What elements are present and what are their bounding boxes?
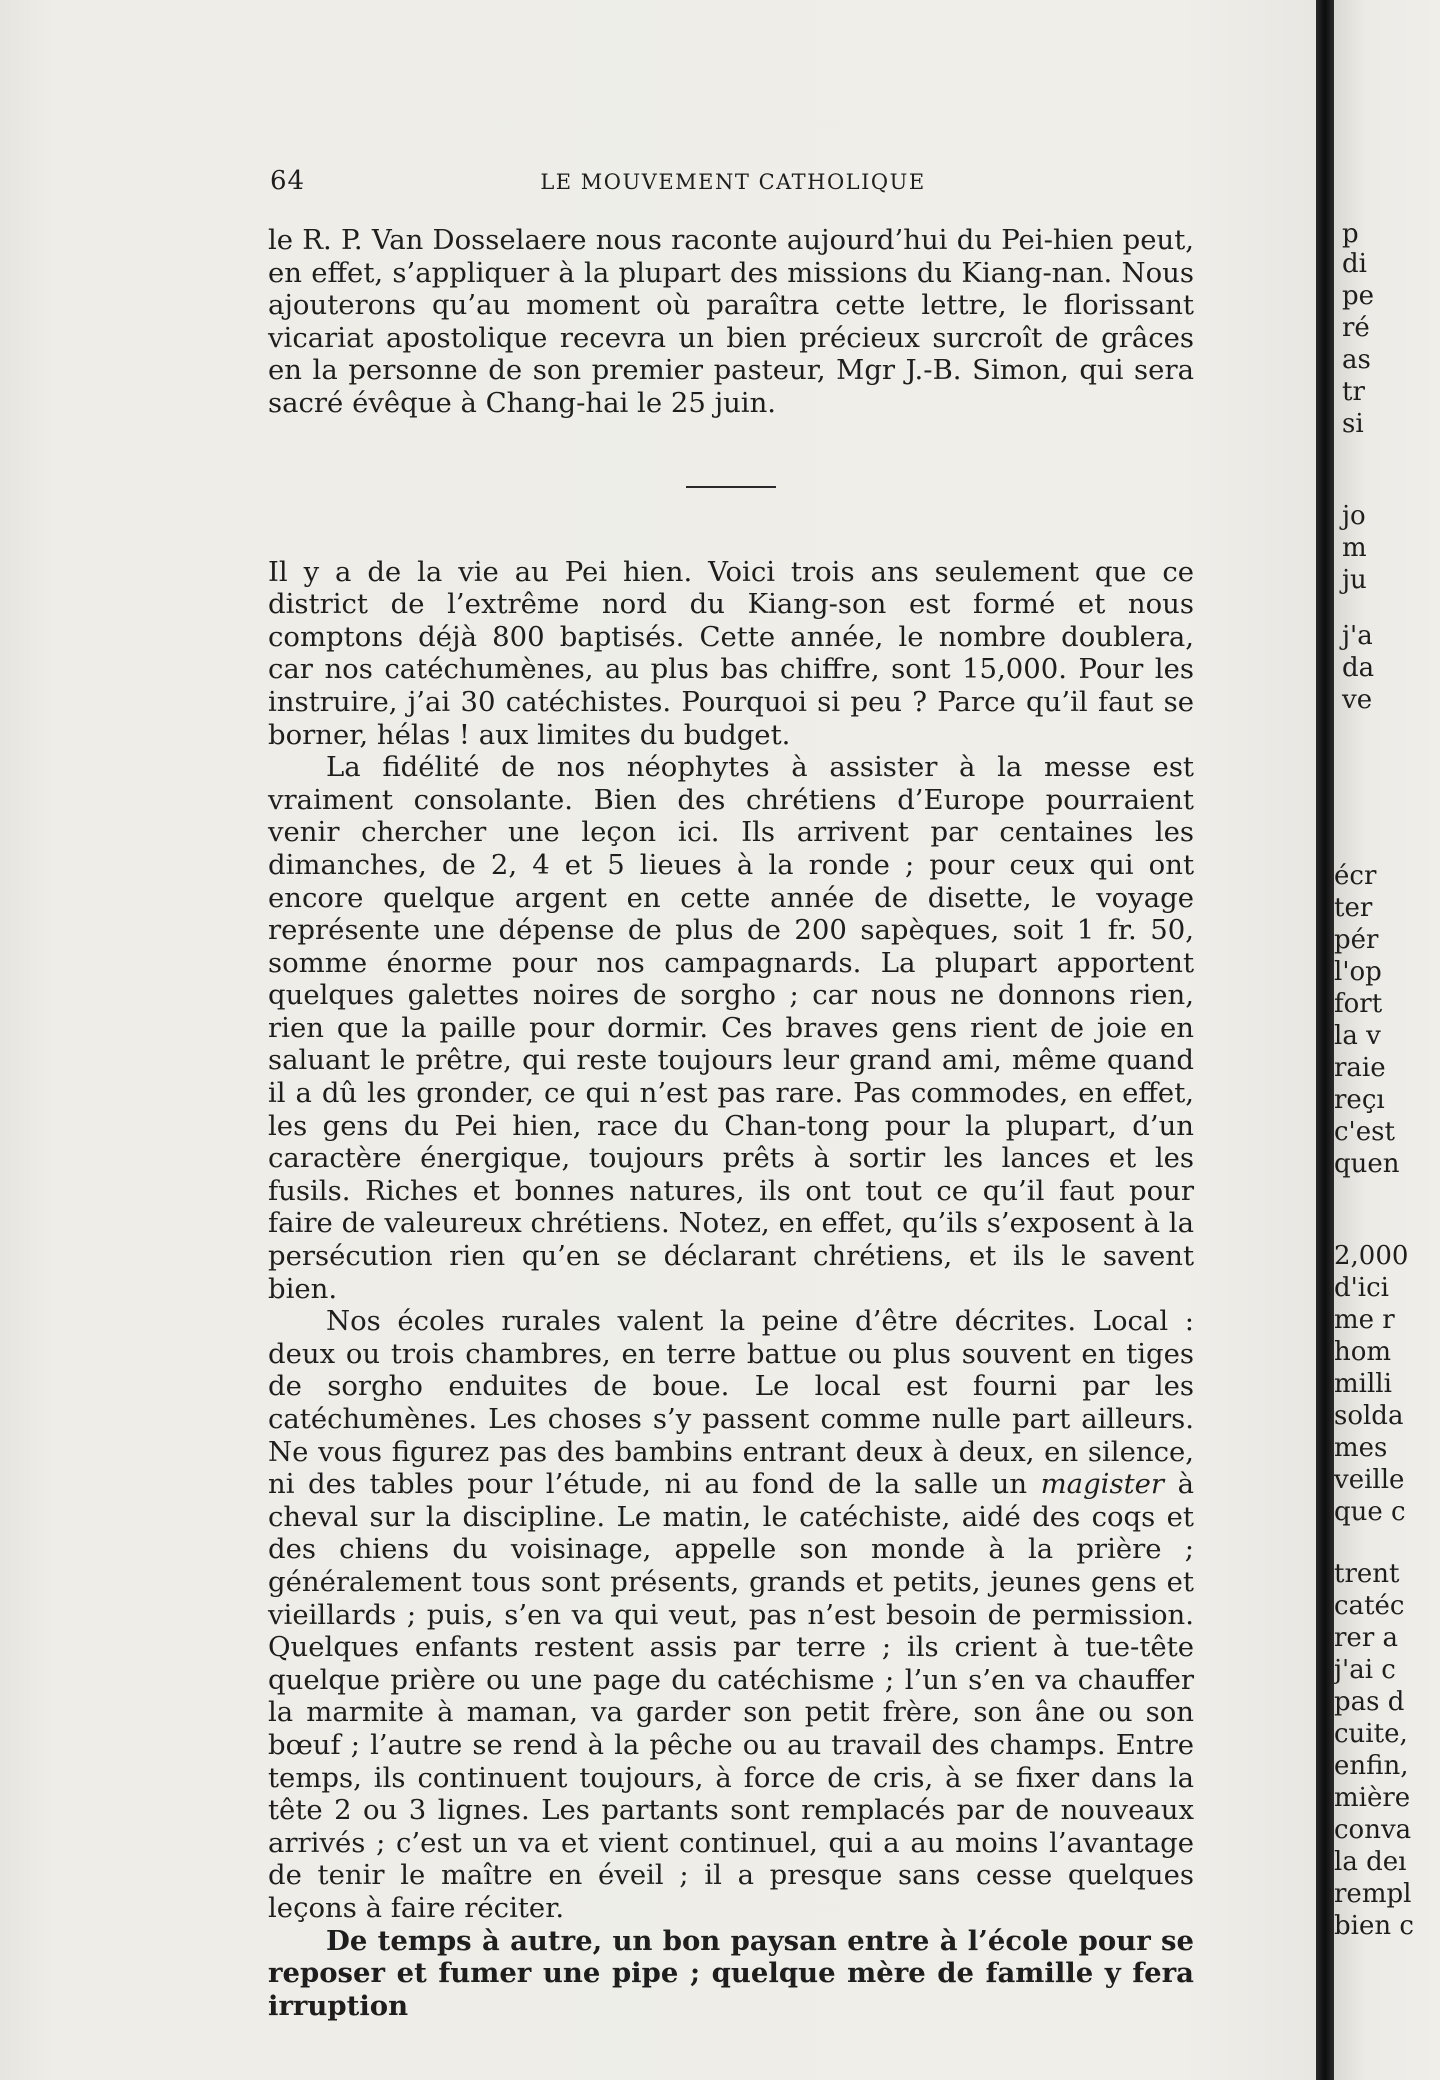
right-page-fragment: veille [1334, 1465, 1405, 1495]
right-page-fragment: si [1342, 409, 1364, 439]
right-page-fragment: p [1342, 219, 1359, 249]
right-page-fragment: ve [1342, 685, 1373, 715]
right-page-fragment: la deı [1334, 1847, 1407, 1877]
paragraph-ecoles-part-b: à cheval sur la discipline. Le matin, le catéchiste, aidé des coqs et des chiens du voisinage, appelle son monde à la prière ; généralement tous sont présents, grands et petits, jeunes gens et vieillards ; puis, s’en va qui veut, pas n’est besoin de permission. Quelques enfants restent assis par terre ; ils crient à tue-tête quelque prière ou une page du catéchisme ; l’un s’en va chauffer la marmite à maman, va garder son petit frère, son âne ou son bœuf ; l’autre se rend à la pêche ou au travail des champs. Entre temps, ils continuent toujours, à force de cris, à se fixer dans la tête 2 ou 3 lignes. Les partants sont remplacés par de nouveaux arrivés ; c’est un va et vient continuel, qui a au moins l’avantage de tenir le maître en éveil ; il a presque sans cesse quelques leçons à faire réciter. [268, 1468, 1194, 1924]
right-page-fragment: da [1342, 653, 1375, 683]
right-page-edge [1334, 0, 1440, 2080]
right-page-fragment: quen [1334, 1149, 1400, 1179]
right-page-fragment: 2,000 [1334, 1241, 1409, 1271]
right-page-fragment: m [1342, 533, 1367, 563]
right-page-fragment: reçı [1334, 1085, 1385, 1115]
right-page-fragment: fort [1334, 989, 1383, 1019]
right-page-fragment: ju [1342, 565, 1367, 595]
right-page-fragment: enfin, [1334, 1751, 1409, 1781]
paragraph-intro: le R. P. Van Dosselaere nous raconte aujourd’hui du Pei-hien peut, en effet, s’appliquer à la plupart des missions du Kiang-nan. Nous ajouterons qu’au moment où paraîtra cette lettre, le florissant vicariat apostolique recevra un bien précieux surcroît de grâces en la personne de son premier pasteur, Mgr J.-B. Simon, qui sera sacré évêque à Chang-hai le 25 juin. [268, 224, 1194, 419]
right-page-fragment: hom [1334, 1337, 1392, 1367]
right-page-fragment: me r [1334, 1305, 1395, 1335]
running-head: LE MOUVEMENT CATHOLIQUE [540, 170, 926, 194]
right-page-fragment: d'ici [1334, 1273, 1389, 1303]
right-page-fragment: c'est [1334, 1117, 1395, 1147]
right-page-fragment: écr [1334, 861, 1377, 891]
right-page-fragment: rempl [1334, 1879, 1412, 1909]
right-page-fragment: rer a [1334, 1623, 1399, 1653]
right-page-fragment: l'op [1334, 957, 1382, 987]
right-page-fragment: ter [1334, 893, 1373, 923]
right-page-fragment: jo [1342, 501, 1366, 531]
text-column [268, 224, 1194, 2022]
right-page-fragment: la v [1334, 1021, 1381, 1051]
right-page-fragment: trent [1334, 1559, 1400, 1589]
section-divider [686, 486, 776, 488]
right-page-fragment: pér [1334, 925, 1379, 955]
right-page-fragment: pas d [1334, 1687, 1405, 1717]
right-page-fragment: que c [1334, 1497, 1406, 1527]
right-page-fragment: j'a [1342, 621, 1373, 651]
right-page-fragment: raie [1334, 1053, 1386, 1083]
paragraph-paysan: De temps à autre, un bon paysan entre à l’école pour se reposer et fumer une pipe ; quelque mère de famille y fera irruption [268, 1924, 1194, 2022]
paragraph-fidelite: La fidélité de nos néophytes à assister à la messe est vraiment consolante. Bien des chrétiens d’Europe pourraient venir chercher une leçon ici. Ils arrivent par centaines les dimanches, de 2, 4 et 5 lieues à la ronde ; pour ceux qui ont encore quelque argent en cette année de disette, le voyage représente une dépense de plus de 200 sapèques, soit 1 fr. 50, somme énorme pour nos campagnards. La plupart apportent quelques galettes noires de sorgho ; car nous ne donnons rien, rien que la paille pour dormir. Ces braves gens rient de joie en saluant le prêtre, qui reste toujours leur grand ami, même quand il a dû les gronder, ce qui n’est pas rare. Pas commodes, en effet, les gens du Pei hien, race du Chan-tong pour la plupart, d’un caractère énergique, toujours prêts à sortir les lances et les fusils. Riches et bonnes natures, ils ont tout ce qu’il faut pour faire de valeureux chrétiens. Notez, en effet, qu’ils s’exposent à la persécution rien qu’en se déclarant chrétiens, et ils le savent bien. [268, 751, 1194, 1305]
right-page-fragment: conva [1334, 1815, 1412, 1845]
right-page-fragment: mière [1334, 1783, 1411, 1813]
right-page-fragment: tr [1342, 377, 1365, 407]
right-page-fragment: cuite, [1334, 1719, 1408, 1749]
magister-word: magister [1040, 1468, 1165, 1501]
right-page-fragment: as [1342, 345, 1371, 375]
right-page-fragment: mes [1334, 1433, 1388, 1463]
right-page-fragment: milli [1334, 1369, 1392, 1399]
paragraph-ecoles-part-a: Nos écoles rurales valent la peine d’être décrites. Local : deux ou trois chambres, en terre battue ou plus souvent en tiges de sorgho enduites de boue. Le local est fourni par les catéchumènes. Les choses s’y passent comme nulle part ailleurs. Ne vous figurez pas des bambins entrant deux à deux, en silence, ni des tables pour l’étude, ni au fond de la salle un [268, 1305, 1194, 1501]
right-page-fragment: catéc [1334, 1591, 1405, 1621]
right-page-fragment: di [1342, 249, 1367, 279]
paragraph-ecoles [268, 1305, 1194, 1924]
right-page-fragment: ré [1342, 313, 1370, 343]
right-page-fragment: j'ai c [1334, 1655, 1396, 1685]
page-number: 64 [270, 166, 306, 196]
right-page-fragment: pe [1342, 281, 1375, 311]
page-header [270, 166, 1196, 200]
paragraph-pei-hien: Il y a de la vie au Pei hien. Voici trois ans seulement que ce district de l’extrême nord du Kiang-son est formé et nous comptons déjà 800 baptisés. Cette année, le nombre doublera, car nos catéchumènes, au plus bas chiffre, sont 15,000. Pour les instruire, j’ai 30 catéchistes. Pourquoi si peu ? Parce qu’il faut se borner, hélas ! aux limites du budget. [268, 555, 1194, 751]
right-page-fragment: solda [1334, 1401, 1404, 1431]
book-gutter [1316, 0, 1334, 2080]
right-page-fragment: bien c [1334, 1911, 1414, 1941]
